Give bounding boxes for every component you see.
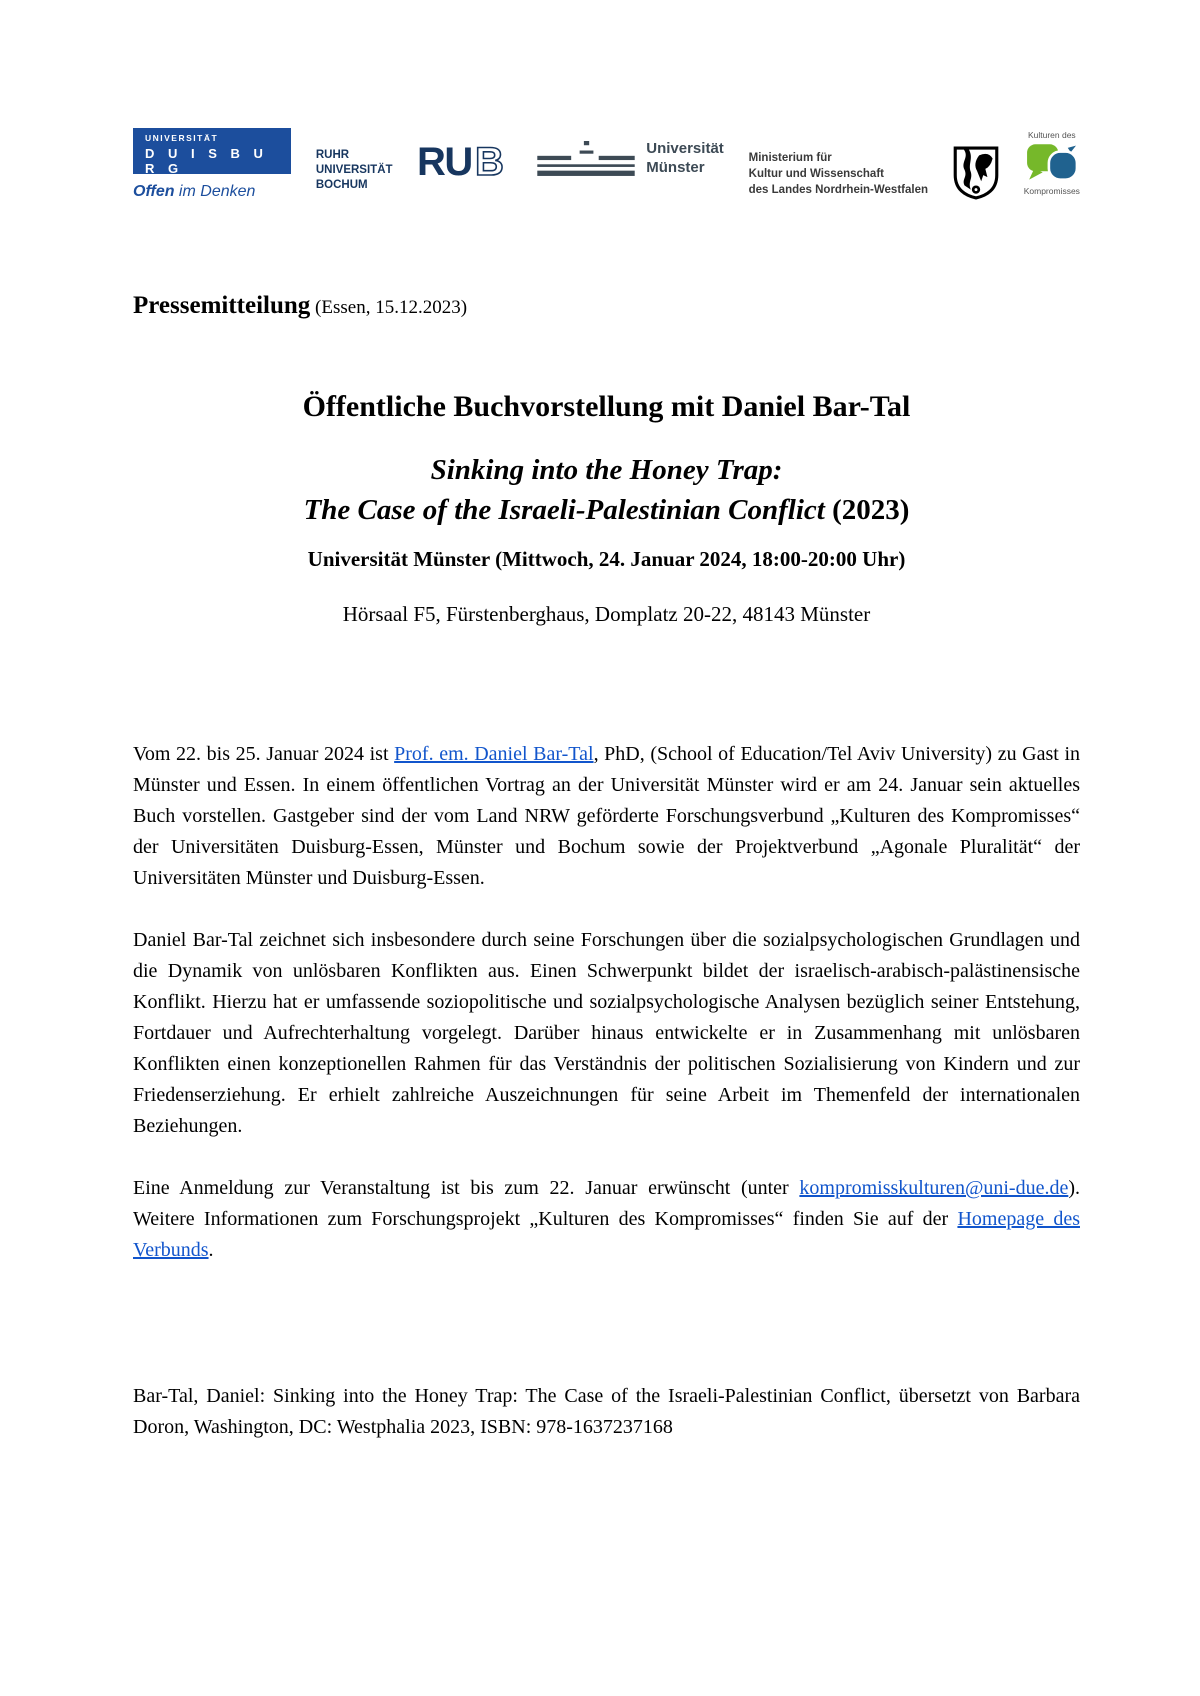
ude-tagline-rest: im Denken	[174, 183, 256, 200]
rub-wordmark-ru: RU	[417, 140, 473, 182]
rub-text-line: RUHR	[315, 149, 350, 161]
logo-ministry-nrw-text	[749, 150, 928, 198]
link-homepage-verbund[interactable]: Homepage des Verbunds	[133, 1208, 1080, 1262]
logo-ruhr-uni-bochum-text	[316, 148, 393, 193]
paragraph-text: , PhD, (School of Education/Tel Aviv University) zu Gast in Münster und Essen. In einem öffentlichen Vortrag an der Universität Münster wird er am 24. Januar sein aktuelles Buch vorstellen. Gastgeber sind der vom Land NRW geförderte Forschungsverbund „Kulturen des Kompromisses“ der Universitäten Duisburg-Essen, Münster und Bochum sowie der Projektverbund „Agonale Pluralität“ der Universitäten Münster und Duisburg-Essen.	[133, 743, 1081, 890]
event-location: Hörsaal F5, Fürstenberghaus, Domplatz 20-22, 48143 Münster	[342, 602, 871, 627]
book-title-line2	[133, 490, 1080, 530]
paragraph-text: Vom 22. bis 25. Januar 2024 ist	[133, 743, 395, 766]
paragraph-text: .	[208, 1239, 214, 1262]
speech-bubbles-icon	[1025, 140, 1079, 186]
press-label: Pressemitteilung	[133, 292, 311, 319]
rub-wordmark-icon	[417, 140, 511, 187]
link-registration-email[interactable]: kompromisskulturen@uni-due.de	[799, 1177, 1069, 1200]
kompromiss-logo-bottom-text: Kompromisses	[1023, 186, 1080, 196]
book-title-year: (2023)	[824, 494, 910, 527]
logo-uni-duisburg-essen	[133, 128, 291, 201]
muenster-bars-icon	[536, 141, 636, 177]
press-release-heading	[133, 292, 1080, 320]
paragraph-visit-info	[133, 739, 1080, 894]
ministry-text-line: Kultur und Wissenschaft	[748, 168, 884, 181]
paragraph-registration	[133, 1173, 1080, 1266]
page-title: Öffentliche Buchvorstellung mit Daniel Bar-Tal	[302, 390, 911, 423]
ude-logo-text: E S S E N	[152, 171, 274, 186]
book-title-italic: The Case of the Israeli-Palestinian Conflict	[303, 494, 825, 527]
muenster-logo-text	[646, 140, 724, 178]
ministry-text-line: Ministerium für	[748, 152, 832, 164]
logo-uni-muenster	[536, 140, 724, 178]
muenster-name-line: Universität	[646, 140, 724, 157]
book-citation: Bar-Tal, Daniel: Sinking into the Honey Trap: The Case of the Israeli-Palestinian Conflict, übersetzt von Barbara Doron, Washington, DC: Westphalia 2023, ISBN: 978-1637237168	[133, 1385, 1080, 1439]
paragraph-text: Eine Anmeldung zur Veranstaltung ist bis zum 22. Januar erwünscht (unter	[133, 1177, 800, 1200]
rub-wordmark-b: B	[475, 140, 505, 182]
ude-tagline-bold: Offen	[133, 183, 175, 200]
book-title-line1: Sinking into the Honey Trap:	[430, 454, 783, 486]
ude-logo-text: D U I S B U R G	[145, 146, 268, 176]
kompromiss-logo-top-text: Kulturen des	[1027, 130, 1076, 140]
link-daniel-bar-tal[interactable]: Prof. em. Daniel Bar-Tal	[394, 743, 594, 766]
event-datetime: Universität Münster (Mittwoch, 24. Januar 2024, 18:00-20:00 Uhr)	[307, 547, 906, 572]
muenster-name-line: Münster	[646, 158, 705, 176]
paragraph-text: ). Weitere Informationen zum Forschungsprojekt „Kulturen des Kompromisses“ finden Sie auf der	[133, 1177, 1080, 1231]
ude-tagline	[133, 183, 291, 201]
ministry-text-line: des Landes Nordrhein-Westfalen	[748, 184, 928, 197]
book-title	[133, 450, 1080, 530]
ude-logo-text: UNIVERSITÄT	[145, 133, 219, 143]
nrw-coat-of-arms-icon	[953, 146, 999, 205]
paragraph-biography: Daniel Bar-Tal zeichnet sich insbesondere durch seine Forschungen über die sozialpsychologischen Grundlagen und die Dynamik von unlösbaren Konflikten aus. Einen Schwerpunkt bildet der israelisch-arabisch-palästinensische Konflikt. Hierzu hat er umfassende soziopolitische und sozialpsychologische Analysen bezüglich seiner Entstehung, Fortdauer und Aufrechterhaltung vorgelegt. Darüber hinaus entwickelte er in Zusammenhang mit unlösbaren Konflikten einen konzeptionellen Rahmen für das Verständnis der politischen Sozialisierung von Kindern und zur Friedenserziehung. Er erhielt zahlreiche Auszeichnungen für seine Arbeit im Themenfeld der internationalen Beziehungen.	[133, 929, 1080, 1138]
rub-text-line: UNIVERSITÄT	[315, 163, 393, 176]
logo-kulturen-des-kompromisses	[1024, 130, 1080, 196]
ude-logo-box	[133, 128, 291, 186]
logo-header	[133, 128, 1080, 214]
press-date: (Essen, 15.12.2023)	[310, 297, 468, 318]
rub-text-line: BOCHUM	[315, 178, 368, 191]
